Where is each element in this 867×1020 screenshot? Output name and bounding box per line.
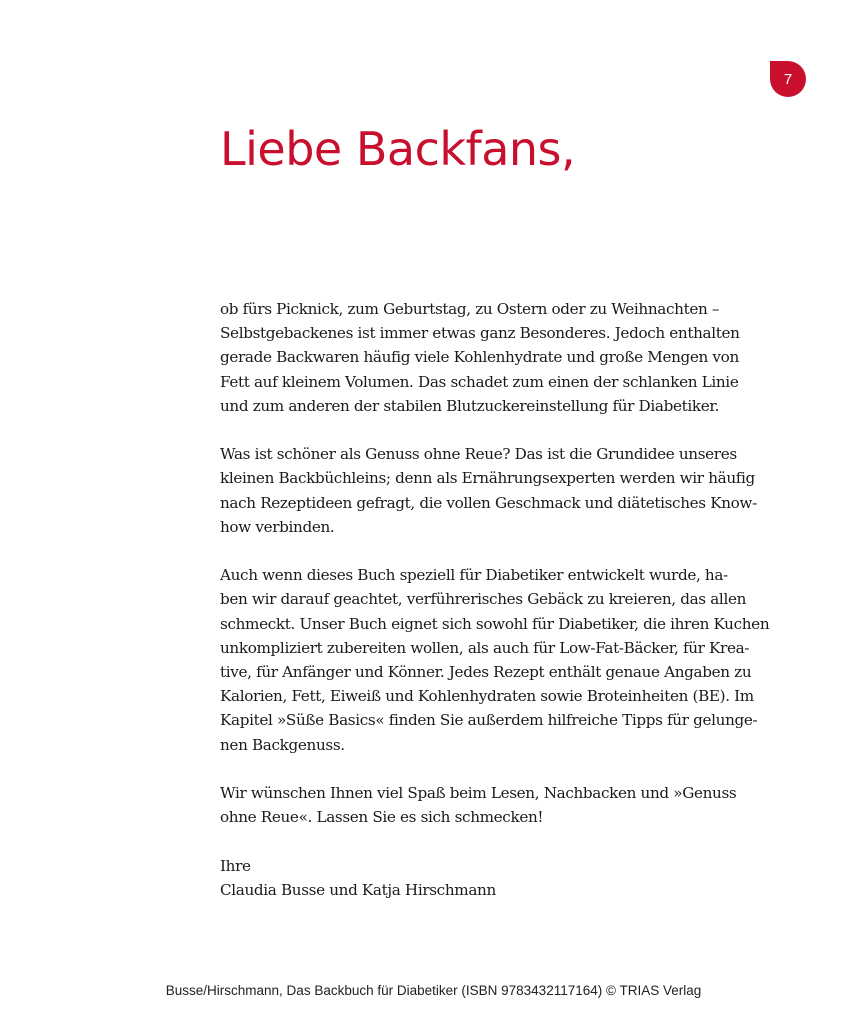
text-line: Kapitel »Süße Basics« finden Sie außerdem hilfreiche Tipps für gelunge-	[220, 711, 758, 730]
text-line: ob fürs Picknick, zum Geburtstag, zu Ostern oder zu Weihnachten –	[220, 300, 720, 318]
paragraph-audience	[220, 563, 780, 757]
text-line: unkompliziert zubereiten wollen, als auch für Low-Fat-Bäcker, für Krea-	[220, 638, 750, 657]
letter-body	[220, 297, 780, 902]
text-line: gerade Backwaren häufig viele Kohlenhydrate und große Mengen von	[220, 348, 739, 367]
text-line: Auch wenn dieses Buch speziell für Diabetiker entwickelt wurde, ha-	[220, 566, 728, 585]
paragraph-intro	[220, 297, 780, 418]
text-line: how verbinden.	[220, 517, 335, 536]
copyright-footer: Busse/Hirschmann, Das Backbuch für Diabetiker (ISBN 9783432117164) © TRIAS Verlag	[165, 983, 702, 998]
text-line: Wir wünschen Ihnen viel Spaß beim Lesen, Nachbacken und »Genuss	[220, 784, 737, 803]
text-line: nen Backgenuss.	[220, 735, 345, 754]
text-line: Kalorien, Fett, Eiweiß und Kohlenhydraten sowie Broteinheiten (BE). Im	[220, 687, 754, 706]
paragraph-wishes	[220, 781, 780, 829]
text-line: und zum anderen der stabilen Blutzuckereinstellung für Diabetiker.	[220, 396, 720, 415]
page-number-badge	[770, 61, 806, 97]
signoff-greeting: Ihre	[220, 856, 251, 875]
page-number: 7	[783, 70, 793, 88]
text-line: schmeckt. Unser Buch eignet sich sowohl für Diabetiker, die ihren Kuchen	[220, 614, 770, 633]
text-line: ohne Reue«. Lassen Sie es sich schmecken!	[220, 808, 544, 827]
text-line: Selbstgebackenes ist immer etwas ganz Besonderes. Jedoch enthalten	[220, 324, 740, 343]
signoff	[220, 854, 780, 902]
page-title: Liebe Backfans,	[220, 122, 576, 176]
text-line: nach Rezeptideen gefragt, die vollen Geschmack und diätetisches Know-	[220, 493, 757, 512]
text-line: ben wir darauf geachtet, verführerisches Gebäck zu kreieren, das allen	[220, 590, 747, 609]
paragraph-idea	[220, 442, 780, 539]
signoff-authors: Claudia Busse und Katja Hirschmann	[220, 880, 496, 899]
text-line: kleinen Backbüchleins; denn als Ernährungsexperten werden wir häufig	[220, 469, 755, 488]
text-line: Was ist schöner als Genuss ohne Reue? Das ist die Grundidee unseres	[220, 445, 737, 464]
text-line: Fett auf kleinem Volumen. Das schadet zum einen der schlanken Linie	[220, 372, 739, 391]
text-line: tive, für Anfänger und Könner. Jedes Rezept enthält genaue Angaben zu	[220, 663, 752, 682]
